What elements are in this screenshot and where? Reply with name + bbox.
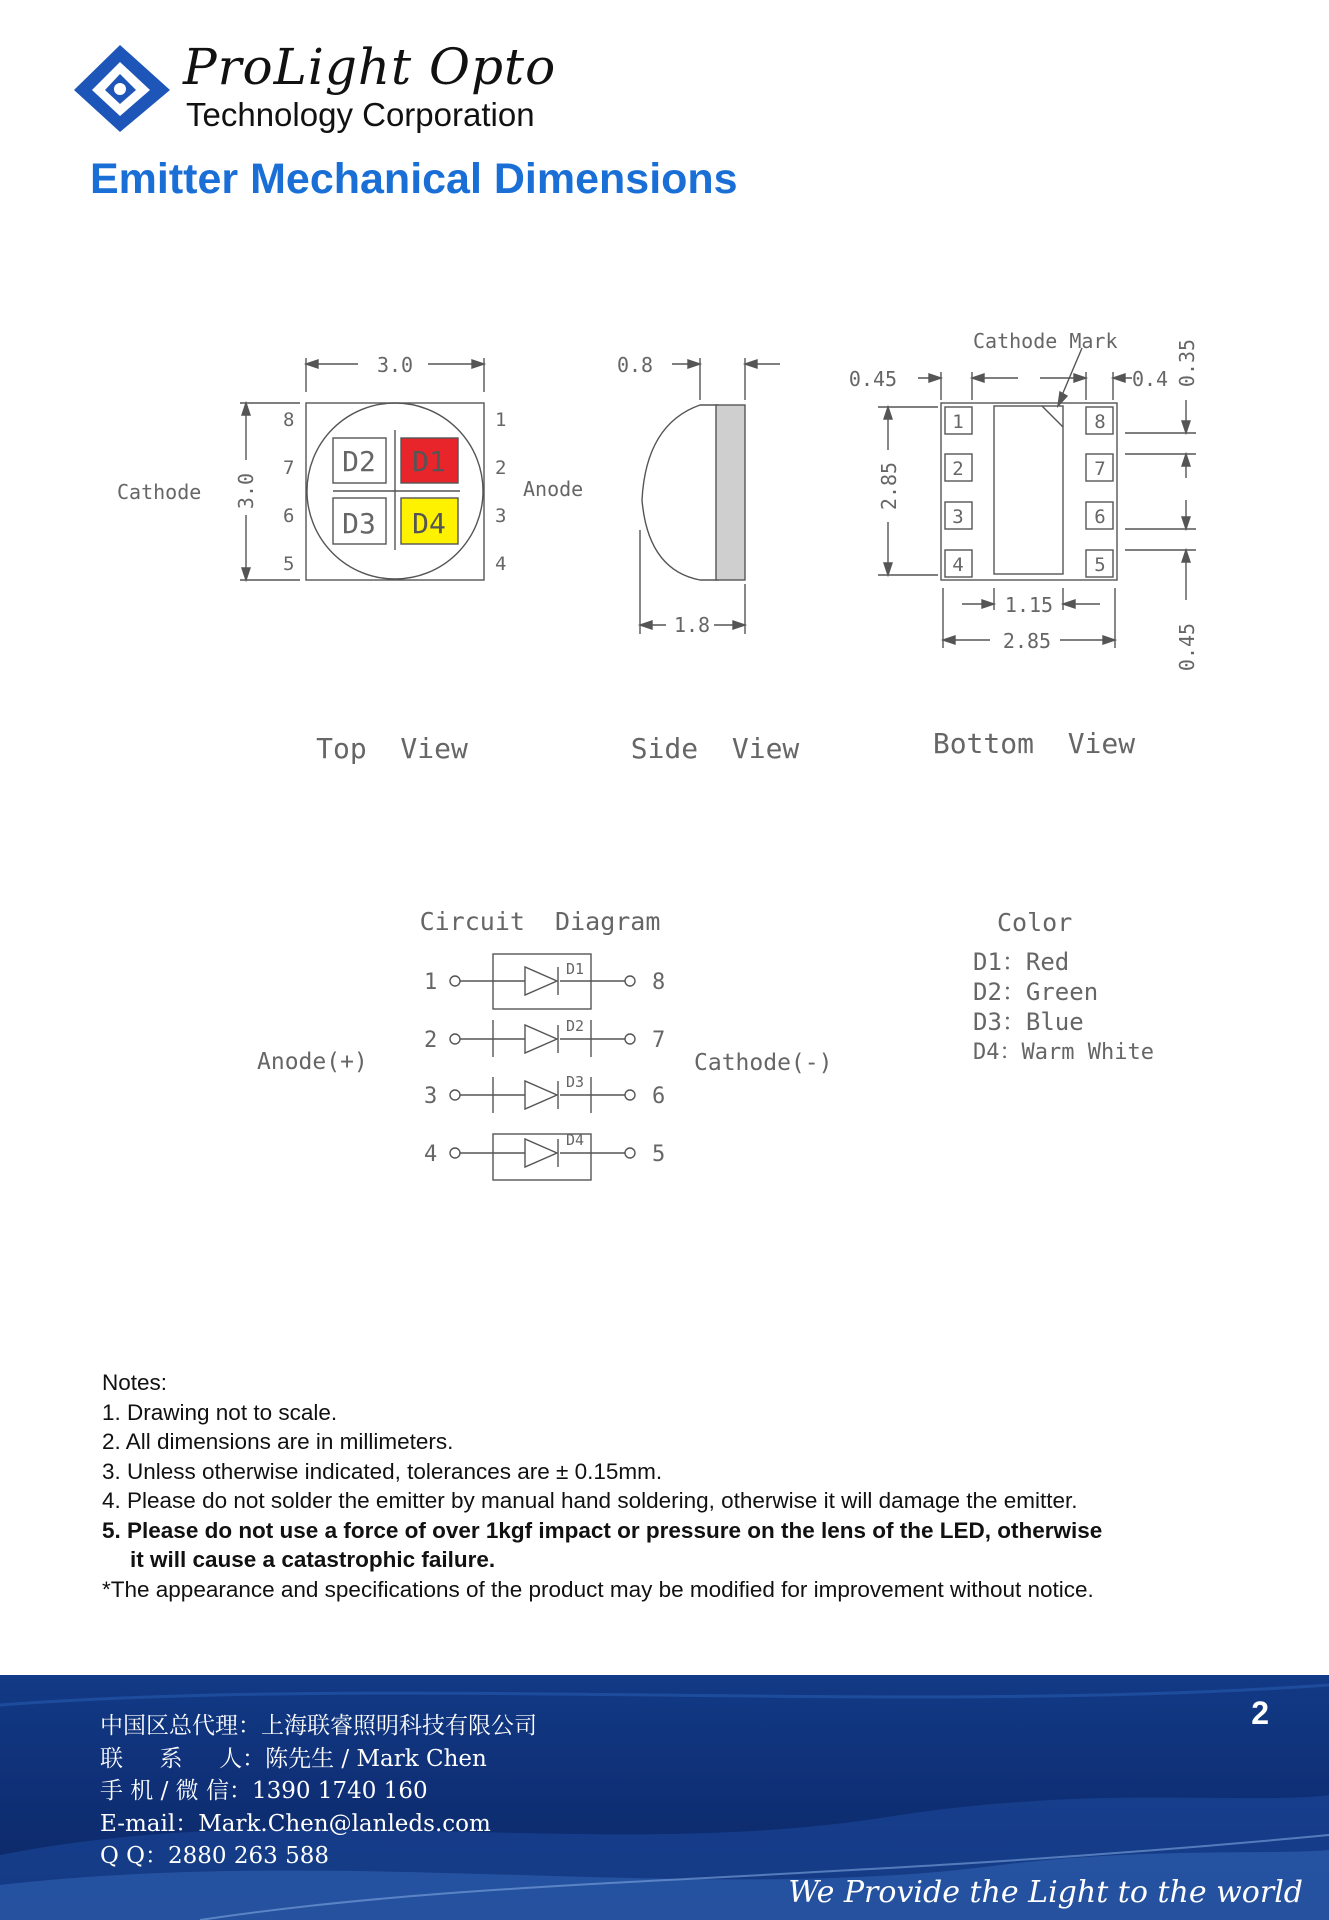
bottom-dim-height: 2.85 [877,461,901,511]
note-1: 1. Drawing not to scale. [102,1399,338,1425]
brand-subtitle: Technology Corporation [186,96,535,133]
cathode-mark-label: Cathode Mark [973,329,1118,353]
notes-block [102,1368,1252,1604]
pin-1: 1 [495,409,507,431]
circuit-diode-d1: D1 [565,960,585,978]
bottom-dim-left: 0.45 [848,367,898,391]
page-number: 2 [1251,1695,1269,1731]
note-4: 4. Please do not solder the emitter by manual hand soldering, otherwise it will damage the emitter. [102,1488,1078,1513]
pin-6: 6 [283,505,295,527]
pin-5: 5 [283,553,295,575]
color-d4: D4：Warm White [973,1040,1154,1065]
disclaimer: *The appearance and specifications of the product may be modified for improvement without notice. [102,1576,1094,1602]
circuit-anode: Anode(+) [257,1049,368,1075]
pin-2: 2 [495,457,507,479]
contact-block [100,1710,537,1873]
circuit-pin-left-2: 2 [424,1028,438,1053]
note-5-line2: it will cause a catastrophic failure. [130,1547,496,1572]
top-view-caption: Top View [316,732,468,765]
anode-label: Anode [523,477,584,501]
contact-email: E-mail：Mark.Chen@lanleds.com [100,1810,491,1837]
bottom-dim-width: 2.85 [1002,629,1052,653]
cathode-label: Cathode [117,480,202,504]
side-top-dim: 0.8 [616,353,654,377]
bottom-dim-right-top: 0.35 [1175,338,1199,388]
pin-4: 4 [495,553,507,575]
note-5-line1: 5. Please do not use a force of over 1kgf impact or pressure on the lens of the LED, otherwise [102,1517,1103,1543]
pad-3: 3 [952,506,964,528]
pad-7: 7 [1094,458,1106,480]
circuit-pin-right-6: 6 [652,1084,666,1109]
circuit-pin-left-1: 1 [424,970,438,995]
pad-6: 6 [1094,506,1106,528]
side-bottom-dim: 1.8 [673,613,711,637]
chip-d3: D3 [342,507,376,540]
pad-1: 1 [952,411,964,433]
pin-7: 7 [283,457,295,479]
mechanical-drawing [0,300,1329,1230]
top-height-dim: 3.0 [234,472,258,510]
bottom-view-caption: Bottom View [932,727,1136,760]
circuit-diode-d4: D4 [565,1131,585,1149]
contact-qq: Q Q：2880 263 588 [100,1843,329,1869]
contact-phone: 手 机 / 微 信：1390 1740 160 [100,1778,428,1804]
footer-slogan: We Provide the Light to the world [788,1875,1303,1910]
circuit-pin-left-3: 3 [424,1084,438,1109]
notes-heading: Notes: [102,1370,168,1395]
circuit-pin-left-4: 4 [424,1142,438,1167]
pin-8: 8 [283,409,295,431]
pad-8: 8 [1094,411,1106,433]
circuit-diode-d2: D2 [565,1017,585,1035]
top-width-dim: 3.0 [376,353,414,377]
circuit-pin-right-8: 8 [652,970,666,995]
chip-d4: D4 [412,507,446,540]
prolight-logo-icon [70,40,180,135]
page-title: Emitter Mechanical Dimensions [90,155,738,203]
bottom-dim-center: 1.15 [1004,593,1054,617]
footer-banner [0,1675,1329,1920]
pad-4: 4 [952,554,964,576]
contact-distributor: 中国区总代理：上海联睿照明科技有限公司 [100,1713,537,1739]
side-view-caption: Side View [630,732,800,765]
color-title: Color [997,908,1073,937]
color-d1: D1：Red [973,948,1070,976]
chip-d2: D2 [342,445,376,478]
note-3: 3. Unless otherwise indicated, tolerances are ± 0.15mm. [102,1458,663,1484]
pad-2: 2 [952,458,964,480]
chip-d1: D1 [412,445,446,478]
brand-script: ProLight Opto [183,38,557,96]
note-2: 2. All dimensions are in millimeters. [102,1429,454,1454]
pin-3: 3 [495,505,507,527]
bottom-dim-right: 0.4 [1131,367,1169,391]
contact-person: 联 系 人：陈先生 / Mark Chen [100,1745,487,1772]
circuit-pin-right-7: 7 [652,1028,666,1053]
pad-5: 5 [1094,554,1106,576]
bottom-dim-bottom-right: 0.45 [1175,622,1199,672]
circuit-diode-d3: D3 [565,1073,585,1091]
color-d2: D2：Green [973,978,1099,1006]
circuit-pin-right-5: 5 [652,1142,666,1167]
color-d3: D3：Blue [973,1008,1084,1036]
circuit-cathode: Cathode(-) [694,1050,833,1076]
circuit-title: Circuit Diagram [419,907,661,936]
